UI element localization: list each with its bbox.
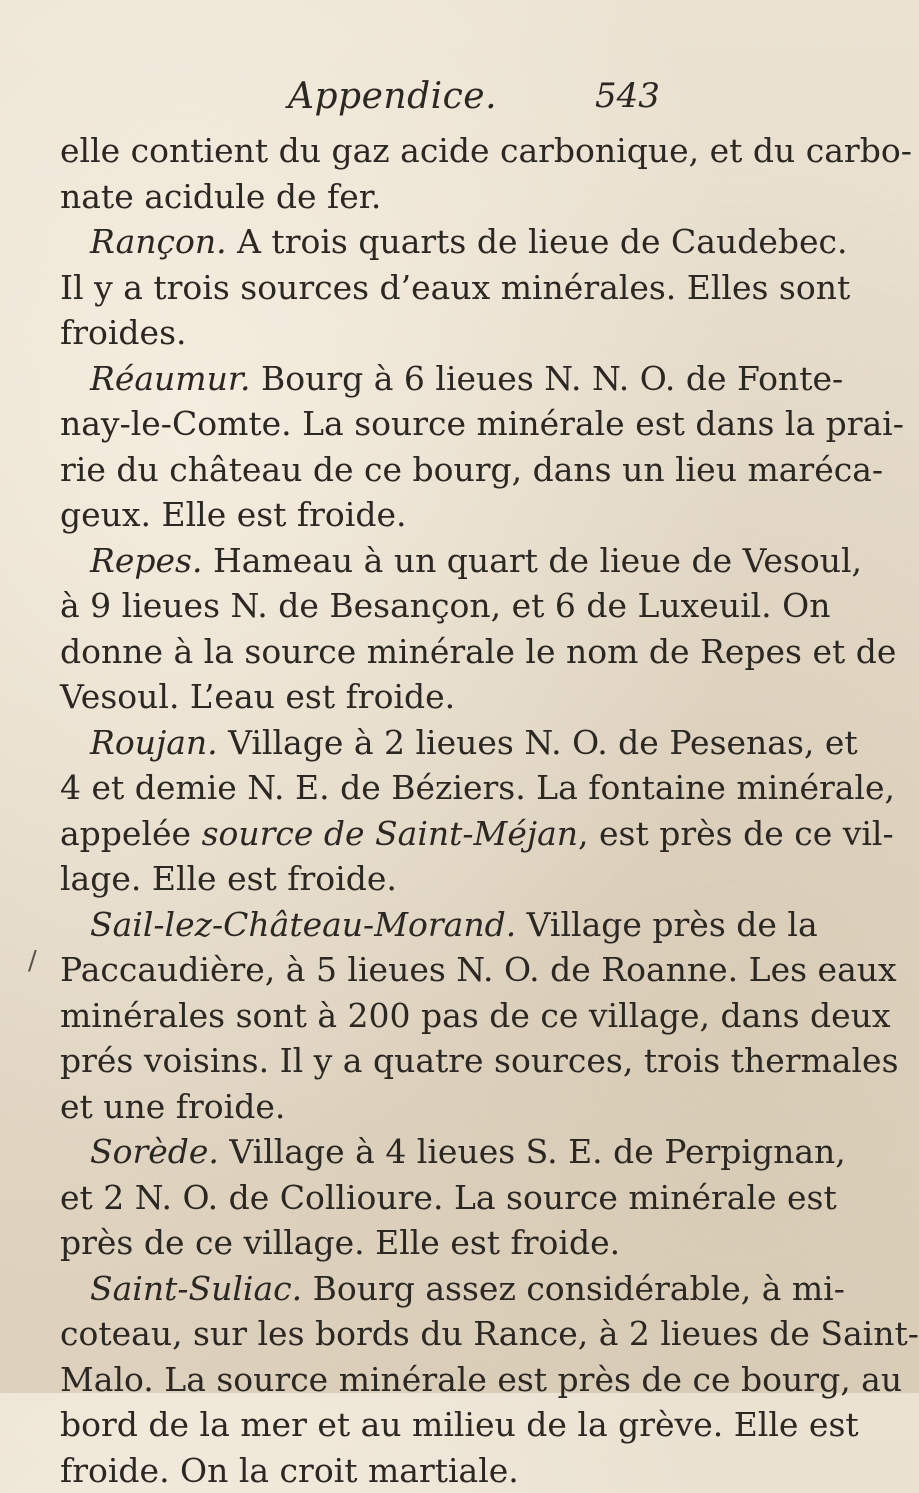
- text-line: [60, 811, 736, 857]
- text-line: [60, 356, 736, 402]
- italic-text: Rançon.: [90, 222, 227, 261]
- text-run: appelée: [60, 814, 202, 853]
- text-line: [60, 993, 736, 1039]
- text-run: froide. On la croit martiale.: [60, 1451, 519, 1490]
- text-line: [60, 1266, 736, 1312]
- margin-mark: /: [28, 946, 37, 976]
- text-run: coteau, sur les bords du Rance, à 2 lieues de Saint-: [60, 1314, 919, 1353]
- text-run: à 9 lieues N. de Besançon, et 6 de Luxeuil. On: [60, 586, 830, 625]
- text-line: [60, 1129, 736, 1175]
- italic-text: Sail-lez-Château-Morand.: [90, 905, 516, 944]
- text-run: Bourg assez considérable, à mi-: [302, 1269, 845, 1308]
- text-run: 4 et demie N. E. de Béziers. La fontaine minérale,: [60, 768, 895, 807]
- text-run: A trois quarts de lieue de Caudebec.: [227, 222, 848, 261]
- text-run: froides.: [60, 313, 187, 352]
- text-line: [60, 583, 736, 629]
- text-run: donne à la source minérale le nom de Repes et de: [60, 632, 896, 671]
- running-title: Appendice.: [288, 76, 497, 117]
- text-line: [60, 128, 736, 174]
- text-run: geux. Elle est froide.: [60, 495, 406, 534]
- text-line: [60, 947, 736, 993]
- page-header: [0, 76, 800, 126]
- text-run: Paccaudière, à 5 lieues N. O. de Roanne. Les eaux: [60, 950, 897, 989]
- text-run: Village à 2 lieues N. O. de Pesenas, et: [218, 723, 858, 762]
- text-line: [60, 902, 736, 948]
- text-line: [60, 538, 736, 584]
- text-run: et une froide.: [60, 1087, 285, 1126]
- text-line: [60, 219, 736, 265]
- text-run: près de ce village. Elle est froide.: [60, 1223, 620, 1262]
- text-line: [60, 1357, 736, 1403]
- italic-text: Sorède.: [90, 1132, 219, 1171]
- text-line: [60, 401, 736, 447]
- text-line: [60, 265, 736, 311]
- text-run: minérales sont à 200 pas de ce village, dans deux: [60, 996, 891, 1035]
- text-line: [60, 1448, 736, 1493]
- page-number: 543: [595, 76, 660, 116]
- text-line: [60, 492, 736, 538]
- text-run: et 2 N. O. de Collioure. La source minérale est: [60, 1178, 837, 1217]
- text-line: [60, 447, 736, 493]
- text-line: [60, 720, 736, 766]
- text-run: nay-le-Comte. La source minérale est dans la prai-: [60, 404, 904, 443]
- italic-text: Saint-Suliac.: [90, 1269, 302, 1308]
- text-run: Il y a trois sources d’eaux minérales. Elles sont: [60, 268, 850, 307]
- italic-text: Repes.: [90, 541, 202, 580]
- text-run: prés voisins. Il y a quatre sources, trois thermales: [60, 1041, 899, 1080]
- text-line: [60, 1311, 736, 1357]
- text-run: lage. Elle est froide.: [60, 859, 397, 898]
- text-line: [60, 856, 736, 902]
- text-line: [60, 674, 736, 720]
- text-run: Vesoul. L’eau est froide.: [60, 677, 455, 716]
- text-line: [60, 1220, 736, 1266]
- text-run: Hameau à un quart de lieue de Vesoul,: [202, 541, 862, 580]
- text-line: [60, 1038, 736, 1084]
- text-run: Malo. La source minérale est près de ce bourg, au: [60, 1360, 902, 1399]
- text-line: [60, 310, 736, 356]
- body-text: [60, 128, 736, 1493]
- italic-text: source de Saint-Méjan: [202, 814, 578, 853]
- text-line: [60, 174, 736, 220]
- text-run: , est près de ce vil-: [578, 814, 894, 853]
- text-line: [60, 1175, 736, 1221]
- text-run: rie du château de ce bourg, dans un lieu maréca-: [60, 450, 883, 489]
- text-line: [60, 1084, 736, 1130]
- text-line: [60, 1402, 736, 1448]
- text-line: [60, 629, 736, 675]
- text-run: Village près de la: [516, 905, 817, 944]
- italic-text: Réaumur.: [90, 359, 251, 398]
- text-run: nate acidule de fer.: [60, 177, 381, 216]
- text-run: Bourg à 6 lieues N. N. O. de Fonte-: [251, 359, 844, 398]
- text-run: elle contient du gaz acide carbonique, et du carbo-: [60, 131, 912, 170]
- text-run: Village à 4 lieues S. E. de Perpignan,: [219, 1132, 846, 1171]
- italic-text: Roujan.: [90, 723, 218, 762]
- text-line: [60, 765, 736, 811]
- text-run: bord de la mer et au milieu de la grève. Elle est: [60, 1405, 859, 1444]
